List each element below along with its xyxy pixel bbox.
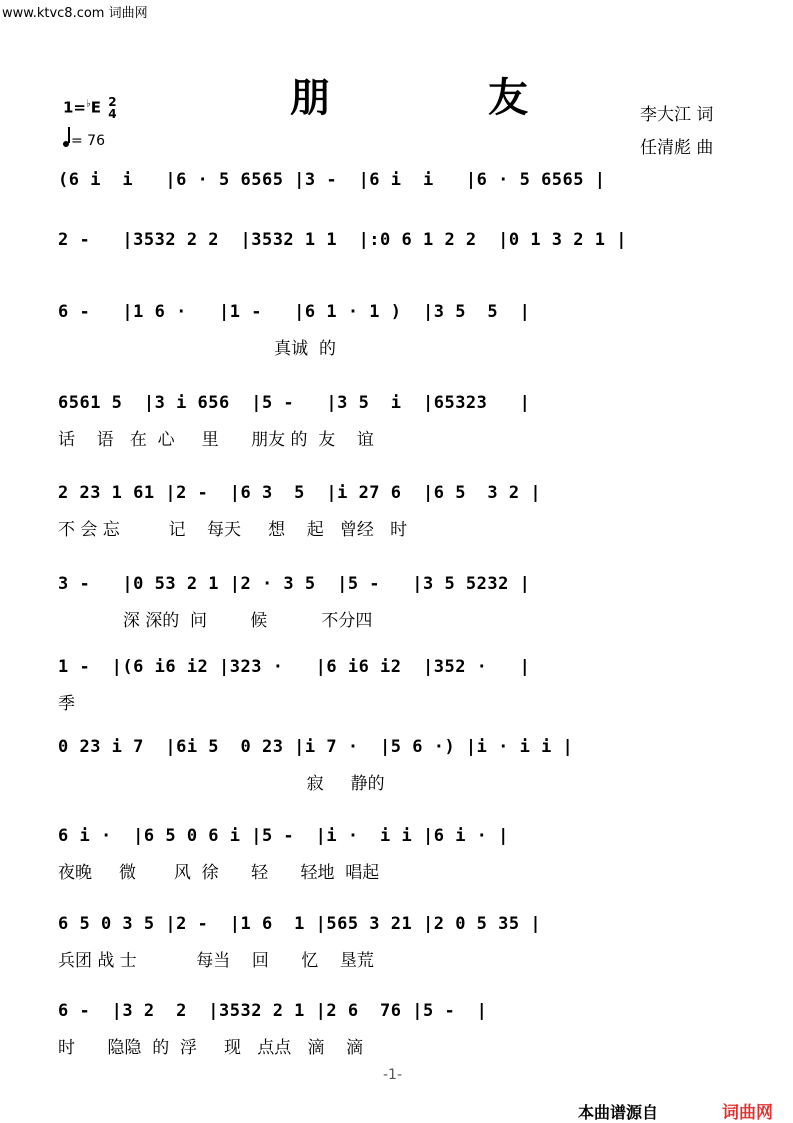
flat-sign: ♭ bbox=[86, 98, 91, 110]
notation-line: 6 5 0 3 5 |2 - |1 6 1 |565 3 21 |2 0 5 35 | bbox=[58, 914, 542, 934]
lyrics-line: 深 深的 问 候 不分四 bbox=[58, 611, 373, 631]
notation-line: (6 i i |6 · 5 6565 |3 - |6 i i |6 · 5 6565 | bbox=[58, 170, 606, 190]
lyricist-credit: 李大江 词 bbox=[640, 105, 714, 125]
lyrics-line: 兵团 战 士 每当 回 忆 垦荒 bbox=[58, 951, 374, 971]
site-url[interactable]: www.ktvc8.com 词曲网 bbox=[2, 6, 148, 21]
lyrics-line: 寂 静的 bbox=[58, 774, 385, 794]
lyrics-line: 夜晚 微 风 徐 轻 轻地 唱起 bbox=[58, 863, 380, 883]
lyrics-line: 话 语 在 心 里 朋友 的 友 谊 bbox=[58, 430, 374, 450]
time-top: 2 bbox=[108, 95, 117, 109]
lyrics-line: 时 隐隐 的 浮 现 点点 滴 滴 bbox=[58, 1038, 364, 1058]
notation-line: 0 23 i 7 |6i 5 0 23 |i 7 · |5 6 ·) |i · i i | bbox=[58, 737, 574, 757]
site-logo[interactable]: 词曲网 bbox=[722, 1103, 773, 1123]
source-label: 本曲谱源自 bbox=[578, 1103, 659, 1122]
notation-line: 3 - |0 53 2 1 |2 · 3 5 |5 - |3 5 5232 | bbox=[58, 574, 531, 594]
title-char-1: 朋 bbox=[290, 74, 330, 121]
notation-line: 6 - |1 6 · |1 - |6 1 · 1 ) |3 5 5 | bbox=[58, 302, 531, 322]
title-char-2: 友 bbox=[488, 74, 528, 121]
tempo-marking bbox=[63, 133, 105, 149]
page-number: -1- bbox=[383, 1067, 403, 1083]
notation-line: 6561 5 |3 i 656 |5 - |3 5 i |65323 | bbox=[58, 393, 531, 413]
time-bottom: 4 bbox=[108, 107, 117, 121]
notation-line: 1 - |(6 i6 i2 |323 · |6 i6 i2 |352 · | bbox=[58, 657, 531, 677]
time-signature bbox=[108, 96, 116, 120]
notation-line: 2 - |3532 2 2 |3532 1 1 |:0 6 1 2 2 |0 1 3 2 1 | bbox=[58, 230, 627, 250]
notation-line: 6 - |3 2 2 |3532 2 1 |2 6 76 |5 - | bbox=[58, 1001, 488, 1021]
lyrics-line: 季 bbox=[58, 694, 75, 714]
lyrics-line: 不 会 忘 记 每天 想 起 曾经 时 bbox=[58, 520, 408, 540]
lyrics-line: 真诚 的 bbox=[58, 339, 336, 359]
key-signature bbox=[63, 96, 117, 120]
tempo-value: = 76 bbox=[71, 133, 105, 149]
quarter-note-icon bbox=[63, 141, 69, 147]
composer-credit: 任清彪 曲 bbox=[640, 138, 714, 158]
key-label: 1= bbox=[63, 98, 87, 117]
notation-line: 6 i · |6 5 0 6 i |5 - |i · i i |6 i · | bbox=[58, 826, 509, 846]
notation-line: 2 23 1 61 |2 - |6 3 5 |i 27 6 |6 5 3 2 | bbox=[58, 483, 542, 503]
key-note: E bbox=[90, 98, 101, 117]
